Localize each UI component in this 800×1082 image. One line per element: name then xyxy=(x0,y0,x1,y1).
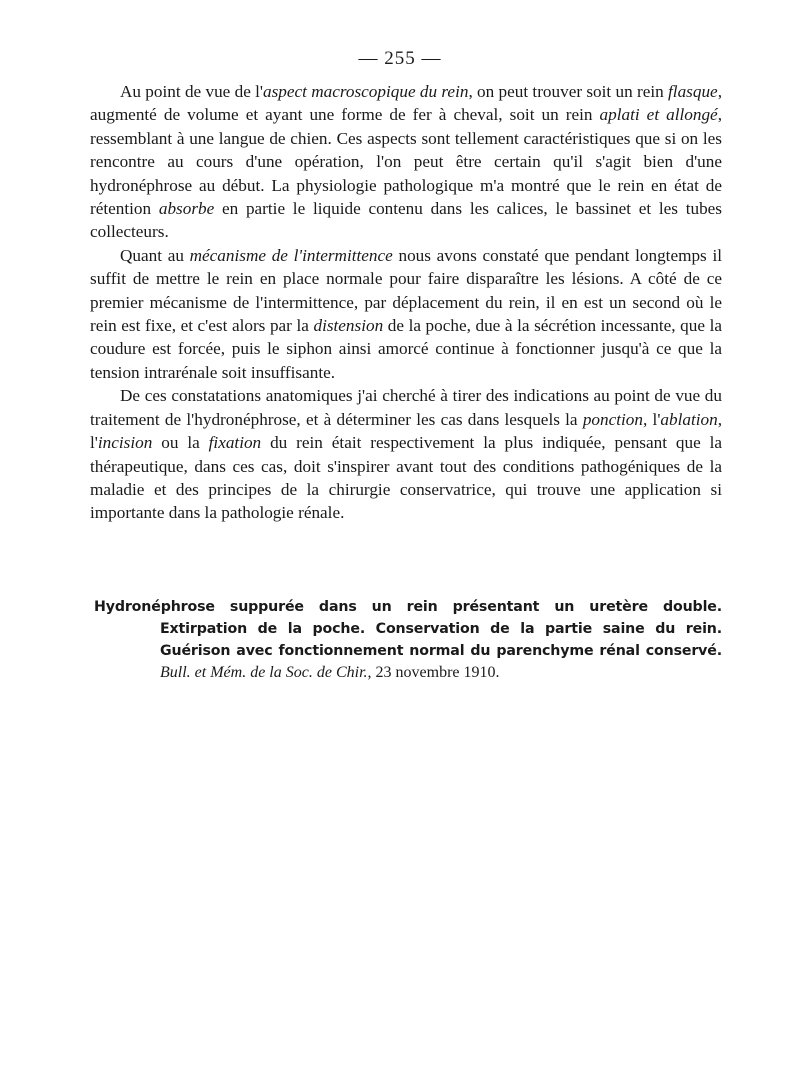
text-run: De ces constatations anatomiques j'ai cherché à tirer des indications au point de vue du traitement de l'hydronéphrose, et à déterminer les cas dans lesquels la xyxy=(90,386,722,429)
text-run: Au point de vue de l' xyxy=(120,82,263,101)
paragraph-mecanisme xyxy=(90,244,722,384)
text-run: , on peut trouver soit un rein xyxy=(468,82,669,101)
text-run: en partie le liquide contenu dans les calices, le bassinet et les tubes collecteurs. xyxy=(90,199,722,242)
text-run: , l' xyxy=(90,409,723,453)
text-run: du rein était respectivement la plus indiquée, pensant que la thérapeutique, dans ces cas, doit s'inspirer avant tout des conditions pathogéniques de la maladie et des principes de la chirurgie conservatrice, qui trouve une application si importante dans la pathologie rénale. xyxy=(90,433,723,523)
text-run: de la poche, due à la sécrétion incessante, que la coudure est forcée, puis le siphon ainsi amorcé continue à fonctionner jusqu'à ce que la tension intrarénale soit insuffisante. xyxy=(90,316,722,382)
emphasis: absorbe xyxy=(158,199,215,219)
emphasis: ponction xyxy=(582,409,643,429)
emphasis: aspect macroscopique du rein xyxy=(263,82,469,101)
text-run: , augmenté de volume et ayant une forme de fer à cheval, soit un rein xyxy=(90,82,722,125)
emphasis: ablation xyxy=(660,409,718,429)
text-run: , ressemblant à une langue de chien. Ces aspects sont tellement caractéristiques que si on les rencontre au cours d'une opération, l'on peut être certain qu'il s'agit bien d'une hydronéphrose au début. La physiologie pathologique m'a montré que le rein en état de rétention xyxy=(90,105,722,219)
body-text xyxy=(90,80,722,525)
text-run: ou la xyxy=(152,433,209,453)
paragraph-traitement xyxy=(90,384,722,524)
emphasis: distension xyxy=(313,316,384,336)
emphasis: incision xyxy=(97,433,153,453)
emphasis: fixation xyxy=(208,433,262,453)
text-run: nous avons constaté que pendant longtemps il suffit de mettre le rein en place normale pour faire disparaître les lésions. A côté de ce premier mécanisme de l'intermittence, par déplacement du rein, il en est un second où le rein est fixe, et c'est alors par la xyxy=(90,245,722,336)
emphasis: flasque xyxy=(668,82,718,101)
citation-entry xyxy=(94,596,722,684)
page-number: — 255 — xyxy=(358,48,442,69)
publication-citation xyxy=(94,596,722,684)
emphasis: aplati et allongé xyxy=(599,105,718,125)
emphasis: mécanisme de l'intermittence xyxy=(189,245,393,265)
paragraph-aspect xyxy=(90,80,722,244)
citation-source: Bull. et Mém. de la Soc. de Chir. xyxy=(160,664,368,681)
citation-title: Hydronéphrose suppurée dans un rein présentant un uretère double. Extirpation de la poche. Conservation de la partie saine du rein. Guérison avec fonctionnement normal du parenchyme rénal conservé. xyxy=(94,599,722,659)
text-run: Quant au xyxy=(120,245,190,265)
text-run: , l' xyxy=(642,409,661,429)
citation-date: , 23 novembre 1910. xyxy=(367,664,500,681)
